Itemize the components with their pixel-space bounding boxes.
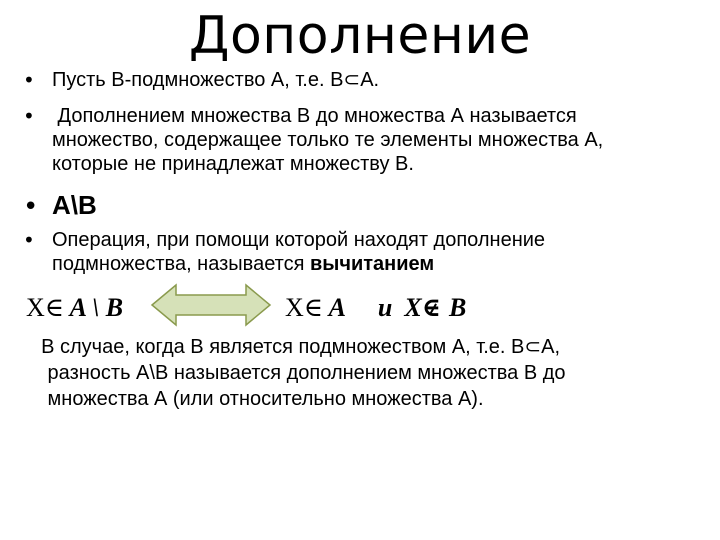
formula-variable: X — [285, 293, 304, 322]
bullet-text-subset — [52, 68, 379, 92]
bullet-marker: • — [23, 104, 35, 128]
paragraph-line: разность А\В называется дополнением множества В до — [42, 362, 566, 384]
bullet-text-definition — [52, 104, 603, 176]
bullet-marker: • — [23, 192, 39, 222]
bullet-text-operation — [52, 228, 545, 276]
bullet-line: Дополнением множества В до множества А называется — [52, 105, 577, 127]
formula-right — [285, 293, 466, 323]
element-of-symbol: ∈ — [303, 293, 324, 322]
formula-left — [26, 293, 123, 323]
formula-set: A \ B — [64, 293, 124, 322]
paragraph-line: множества А (или относительно множества А). — [42, 388, 484, 410]
formula-variable: X — [404, 293, 422, 322]
bullet-line: Операция, при помощи которой находят дополнение — [52, 229, 546, 251]
formula-set: A — [323, 293, 346, 322]
double-arrow-shape — [152, 285, 270, 325]
bullet-marker: • — [23, 68, 35, 92]
bullet-line: множество, содержащее только те элементы множества А, — [52, 129, 604, 151]
formula-variable: X — [26, 293, 45, 322]
bullet-marker: • — [23, 228, 35, 252]
formula-set: B — [448, 293, 467, 322]
bullet-line: Пусть В-подмножество А, т.е. В⊂А. — [52, 69, 380, 91]
closing-paragraph — [30, 334, 566, 412]
bullet-line — [52, 252, 545, 276]
double-arrow-icon — [150, 282, 272, 328]
not-element-of-symbol: ∈ — [421, 293, 441, 322]
slide-title: Дополнение — [188, 6, 532, 66]
element-of-symbol: ∈ — [44, 293, 65, 322]
formula-conjunction: и — [377, 293, 393, 322]
bold-term: вычитанием — [309, 253, 435, 275]
bullet-line: которые не принадлежат множеству В. — [52, 153, 414, 175]
bullet-line-text: подмножества, называется — [52, 253, 310, 275]
paragraph-line: В случае, когда В является подмножеством А, т.е. В⊂А, — [30, 336, 561, 358]
bullet-text-difference: А\В — [52, 190, 97, 220]
